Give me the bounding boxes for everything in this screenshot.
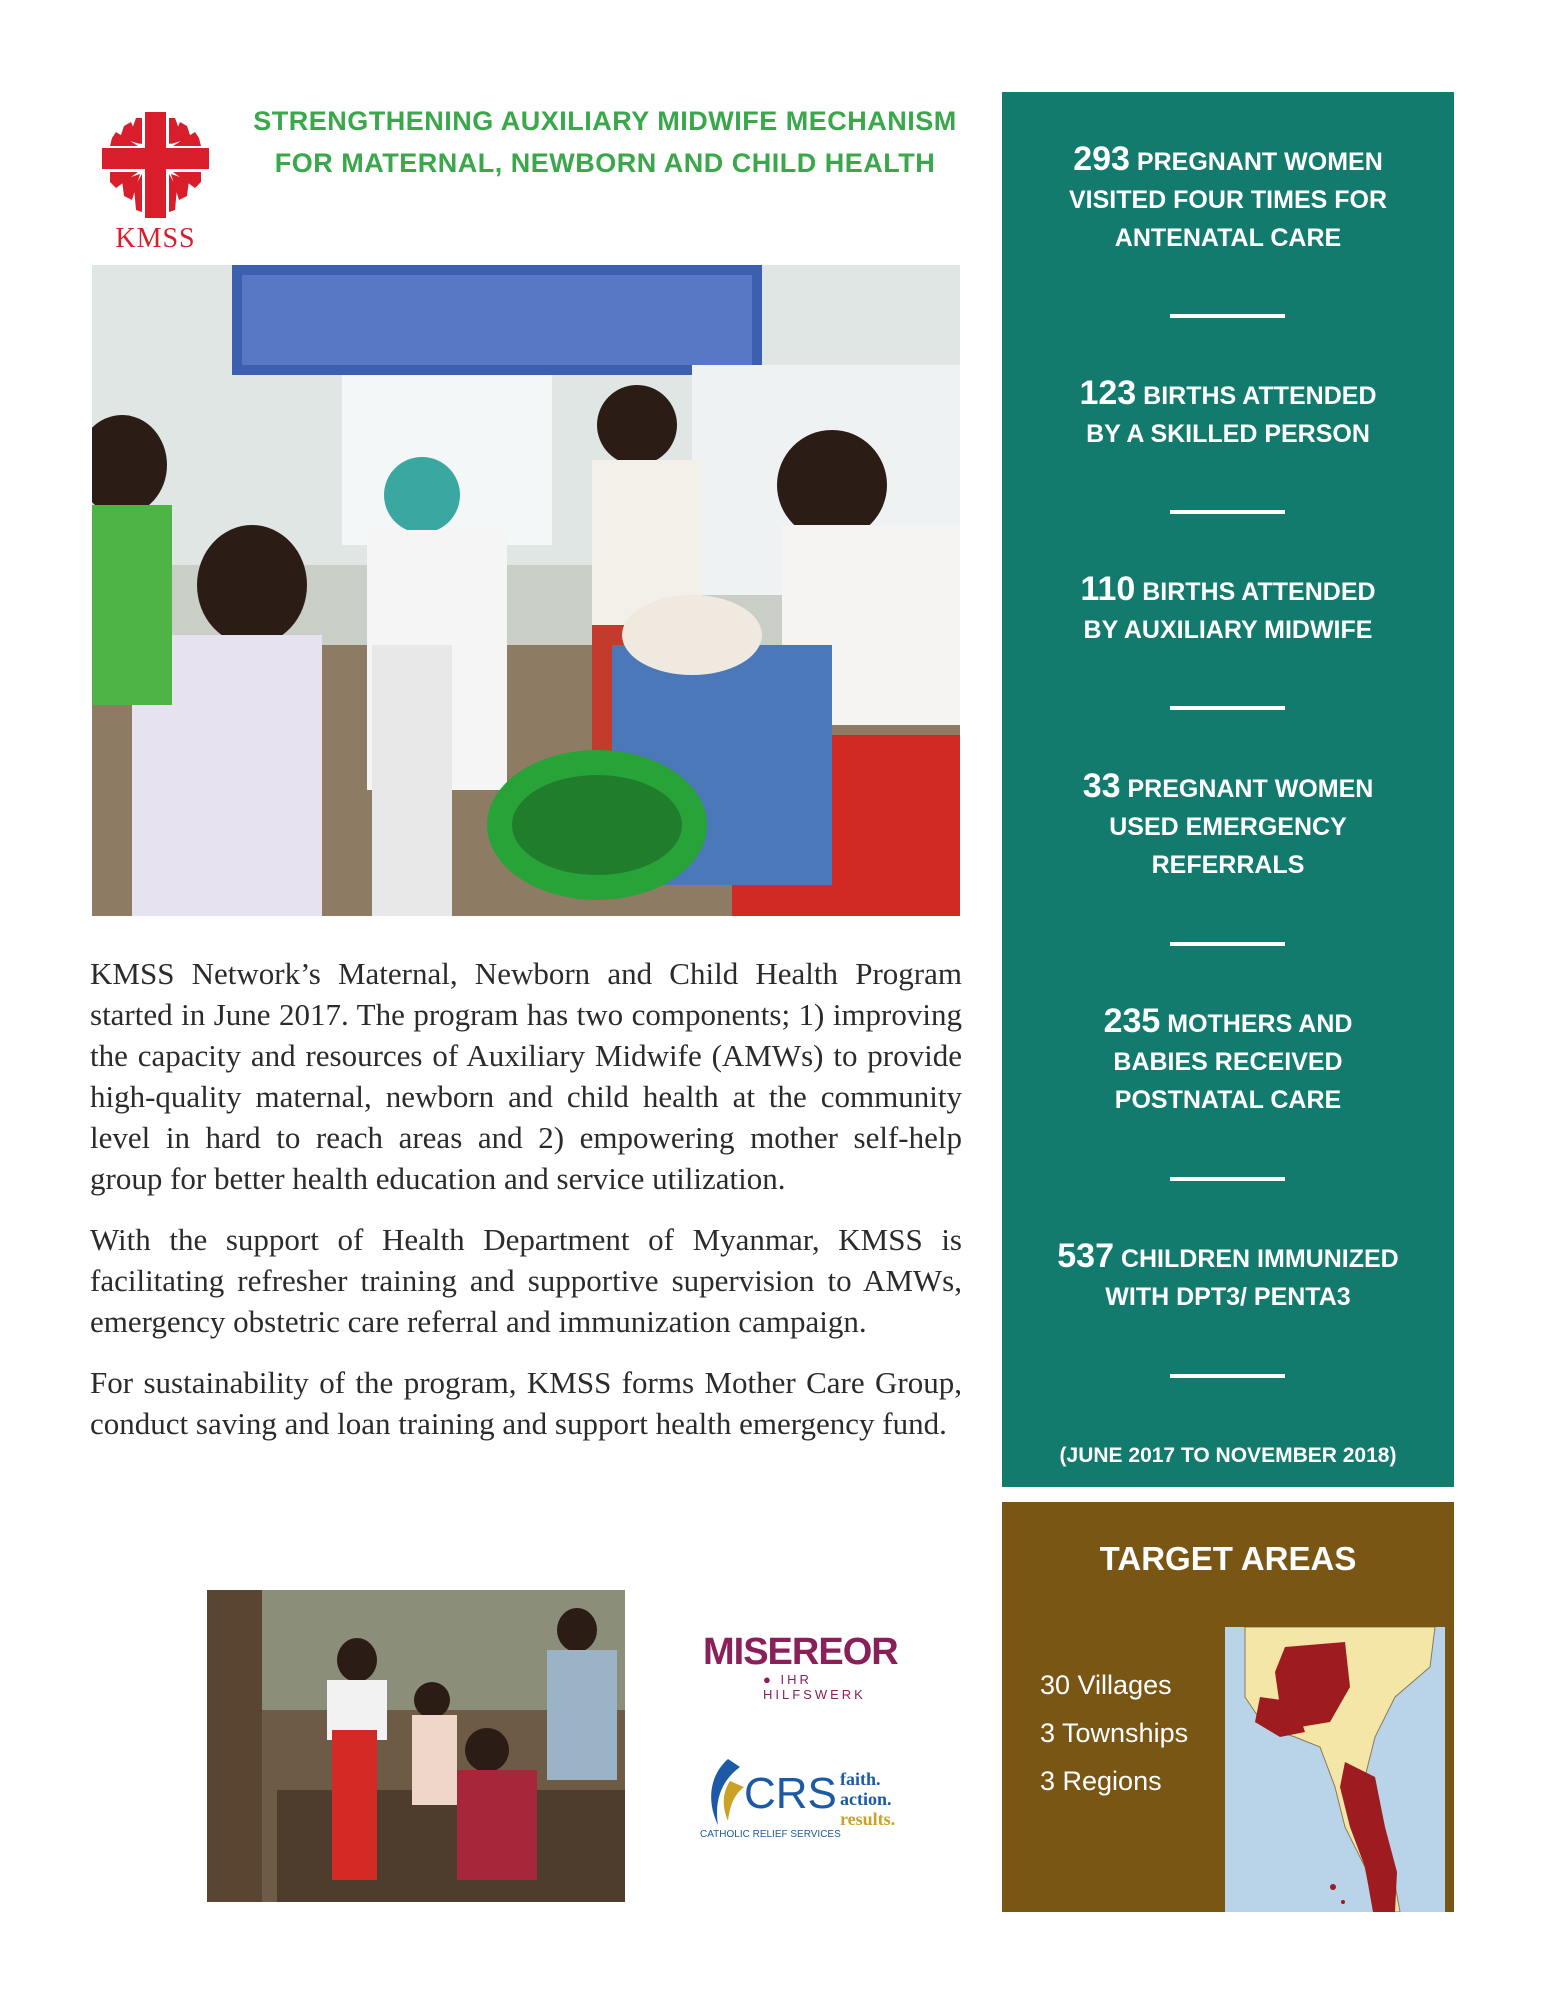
crs-wordmark: CRS	[744, 1769, 837, 1818]
stat-label: ANTENATAL CARE	[1114, 224, 1342, 252]
paragraph-overview: KMSS Network’s Maternal, Newborn and Child Health Program started in June 2017. The program has two components; 1) improving the capacity and resources of Auxiliary Midwife (AMWs) to provide high-quality maternal, newborn and child health at the community level in hard to reach areas and 2) empowering mother self-help group for better health education and service utilization.	[90, 956, 962, 1196]
stat-label: USED EMERGENCY	[1109, 813, 1347, 841]
target-areas-title: TARGET AREAS	[1099, 1540, 1357, 1577]
target-regions: 3 Regions	[1040, 1766, 1162, 1796]
stat-antenatal	[1002, 140, 1454, 257]
stat-label: MOTHERS AND	[1167, 1010, 1353, 1038]
stat-divider	[1170, 942, 1285, 946]
reporting-period: (JUNE 2017 TO NOVEMBER 2018)	[1059, 1444, 1397, 1467]
kmss-logo	[98, 110, 213, 260]
title-line-1: STRENGTHENING AUXILIARY MIDWIFE MECHANISM	[253, 106, 957, 136]
training-photo	[92, 265, 960, 916]
target-areas-panel	[1002, 1502, 1454, 1912]
stat-label: BY A SKILLED PERSON	[1086, 420, 1370, 448]
stat-label: BABIES RECEIVED	[1113, 1048, 1343, 1076]
stat-label: PREGNANT WOMEN	[1127, 775, 1374, 803]
crs-tag-results: results.	[840, 1809, 896, 1829]
stat-skilled-births	[1002, 374, 1454, 453]
stat-immunized	[1002, 1237, 1454, 1316]
title-line-2: FOR MATERNAL, NEWBORN AND CHILD HEALTH	[274, 148, 936, 178]
crs-flame-icon	[700, 1755, 750, 1830]
stat-label: CHILDREN IMMUNIZED	[1120, 1245, 1399, 1273]
stat-number: 537	[1057, 1237, 1114, 1275]
stat-divider	[1170, 706, 1285, 710]
stat-label: POSTNATAL CARE	[1114, 1086, 1342, 1114]
target-townships: 3 Townships	[1040, 1718, 1189, 1748]
stat-label: BIRTHS ATTENDED	[1142, 578, 1376, 606]
stat-number: 33	[1082, 767, 1121, 805]
program-description	[90, 953, 962, 1464]
stat-divider	[1170, 510, 1285, 514]
misereor-tagline: IHR HILFSWERK	[763, 1672, 866, 1702]
stats-panel	[1002, 92, 1454, 1487]
crs-logo	[700, 1755, 930, 1850]
stat-label: BIRTHS ATTENDED	[1143, 382, 1377, 410]
stat-label: WITH DPT3/ PENTA3	[1105, 1283, 1351, 1311]
stat-postnatal	[1002, 1002, 1454, 1119]
stat-number: 235	[1103, 1002, 1161, 1040]
misereor-logo	[703, 1631, 918, 1702]
stat-number: 293	[1073, 140, 1130, 178]
crs-tag-action: action.	[840, 1789, 892, 1809]
crs-tag-faith: faith.	[840, 1769, 881, 1789]
stat-divider	[1170, 1374, 1285, 1378]
page-title	[225, 100, 985, 184]
paragraph-sustainability: For sustainability of the program, KMSS forms Mother Care Group, conduct saving and loan training and support health emergency fund.	[90, 1365, 962, 1441]
stat-label: BY AUXILIARY MIDWIFE	[1083, 616, 1373, 644]
misereor-wordmark: MISEREOR	[703, 1631, 898, 1673]
kmss-logo-text: KMSS	[115, 223, 196, 254]
community-photo	[207, 1590, 625, 1902]
stat-number: 110	[1080, 570, 1136, 608]
caritas-cross-icon	[98, 110, 213, 220]
paragraph-support: With the support of Health Department of Myanmar, KMSS is facilitating refresher training and supportive supervision to AMWs, emergency obstetric care referral and immunization campaign.	[90, 1222, 962, 1339]
target-villages: 30 Villages	[1040, 1670, 1172, 1700]
stat-divider	[1170, 314, 1285, 318]
myanmar-map	[1225, 1627, 1445, 1912]
stat-label: VISITED FOUR TIMES FOR	[1068, 186, 1388, 214]
crs-full-name: CATHOLIC RELIEF SERVICES	[700, 1829, 841, 1840]
stat-emergency-referrals	[1002, 767, 1454, 884]
stat-label: REFERRALS	[1151, 851, 1305, 879]
stat-label: PREGNANT WOMEN	[1136, 148, 1383, 176]
misereor-dot-icon: ●	[763, 1672, 774, 1687]
stat-number: 123	[1079, 374, 1137, 412]
stat-amw-births	[1002, 570, 1454, 649]
stat-divider	[1170, 1177, 1285, 1181]
